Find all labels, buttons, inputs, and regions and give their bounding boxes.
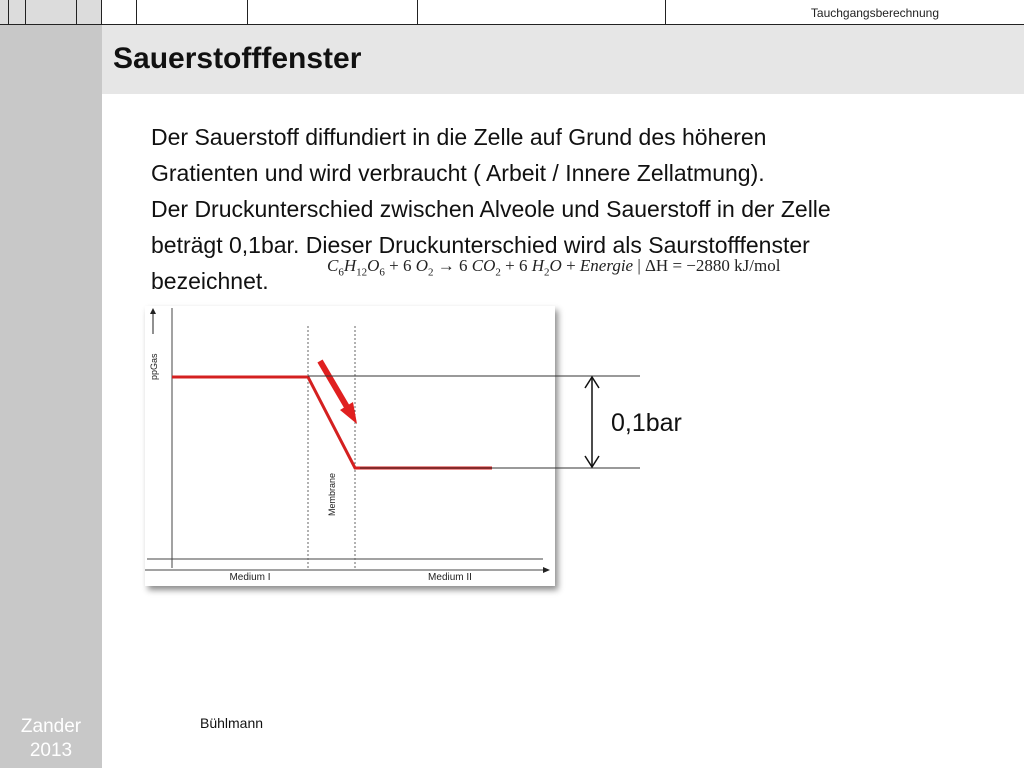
medium-2-label: Medium II [428, 572, 472, 583]
body-line: beträgt 0,1bar. Dieser Druckunterschied wird als Saurstofffenster [151, 232, 810, 258]
source-credit: Bühlmann [200, 715, 264, 731]
y-axis-label: ppGas [149, 353, 159, 380]
author-year: 2013 [29, 740, 73, 761]
body-line: Der Druckunterschied zwischen Alveole und Sauerstoff in der Zelle [151, 196, 831, 222]
medium-1-label: Medium I [229, 572, 271, 583]
body-line: Der Sauerstoff diffundiert in die Zelle auf Grund des höheren [151, 124, 767, 150]
membrane-label: Membrane [327, 472, 337, 516]
body-line: Gratienten und wird verbraucht ( Arbeit / Innere Zellatmung). [151, 160, 765, 186]
author-name: Zander [20, 716, 82, 737]
pressure-difference-label: 0,1bar [611, 409, 682, 437]
slide-title: Sauerstofffenster [113, 42, 362, 75]
body-line: bezeichnet. [151, 268, 269, 294]
equation: $C_6H_{12}O_6 + 6$ $O_2 \to 6$ $CO_2 + 6$ $H_2O$ + Energie | ΔH = −2880 kJ/mol [327, 256, 781, 279]
footer-author [0, 715, 102, 763]
running-title: Tauchgangsberechnung [810, 6, 939, 20]
